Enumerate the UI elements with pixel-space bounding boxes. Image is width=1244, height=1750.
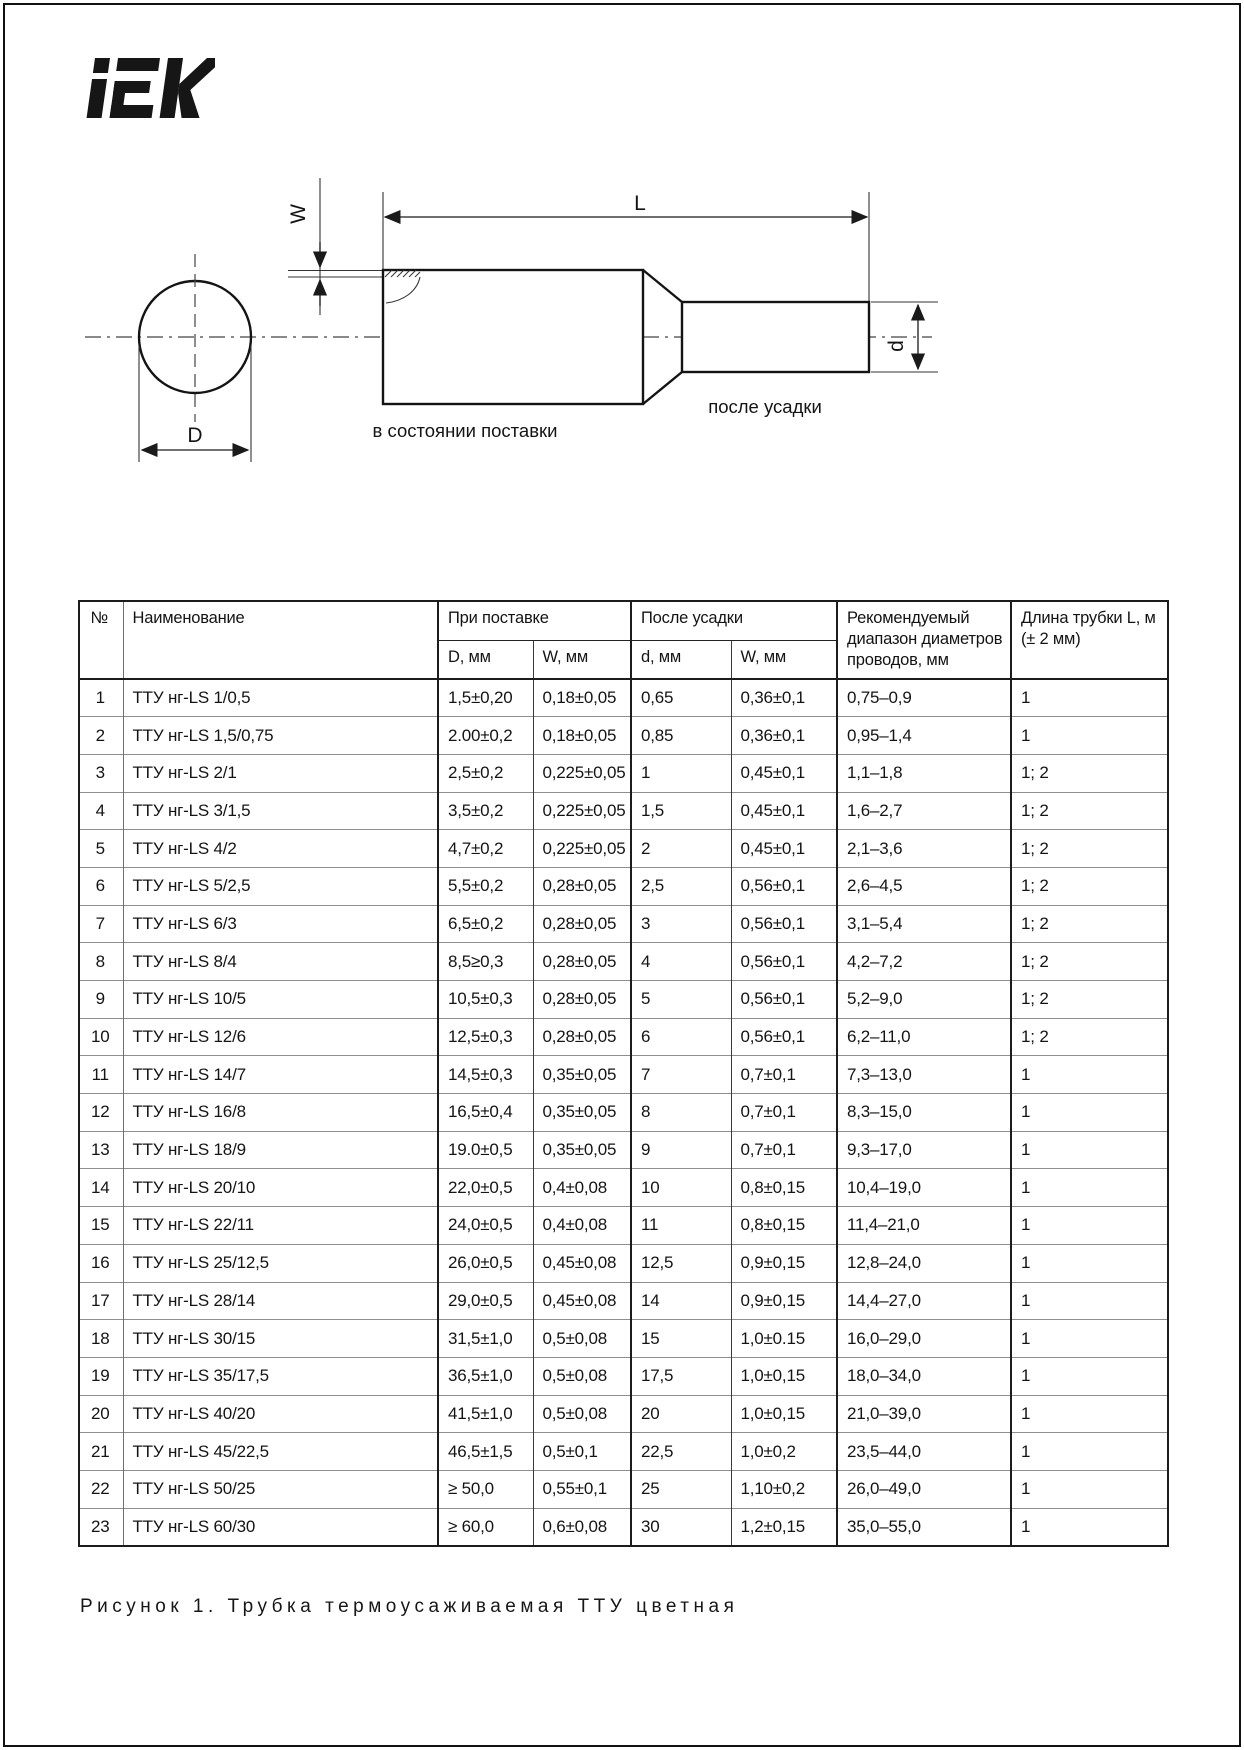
- table-cell: 0,45±0,08: [533, 1244, 631, 1282]
- table-cell: 1; 2: [1011, 754, 1168, 792]
- table-cell: 0,18±0,05: [533, 679, 631, 717]
- table-cell: 22,0±0,5: [438, 1169, 533, 1207]
- table-cell: 0,4±0,08: [533, 1207, 631, 1245]
- table-row: [79, 943, 1168, 981]
- table-cell: 0,45±0,1: [731, 754, 837, 792]
- table-cell: ТТУ нг-LS 30/15: [123, 1320, 438, 1358]
- table-cell: 1; 2: [1011, 943, 1168, 981]
- table-cell: 0,56±0,1: [731, 1018, 837, 1056]
- table-cell: 16,5±0,4: [438, 1094, 533, 1132]
- table-cell: 1: [1011, 1433, 1168, 1471]
- table-cell: 31,5±1,0: [438, 1320, 533, 1358]
- table-cell: 1: [1011, 1395, 1168, 1433]
- table-row: [79, 1357, 1168, 1395]
- logo-e-top: [116, 58, 160, 71]
- table-cell: 41,5±1,0: [438, 1395, 533, 1433]
- table-cell: 1: [1011, 1056, 1168, 1094]
- table-cell: 2,5±0,2: [438, 754, 533, 792]
- table-cell: 10: [631, 1169, 731, 1207]
- table-cell: 1,0±0,2: [731, 1433, 837, 1471]
- tube-supplied-body: [383, 270, 643, 404]
- table-cell: 0,36±0,1: [731, 717, 837, 755]
- table-cell: 6,2–11,0: [837, 1018, 1011, 1056]
- table-cell: 1,0±0,15: [731, 1395, 837, 1433]
- col-header-d: d, мм: [631, 640, 731, 679]
- table-cell: 0,7±0,1: [731, 1056, 837, 1094]
- table-cell: 18: [79, 1320, 123, 1358]
- table-cell: 11: [79, 1056, 123, 1094]
- tube-diagram: [0, 150, 1244, 480]
- table-cell: 0,56±0,1: [731, 943, 837, 981]
- table-cell: 19.0±0,5: [438, 1131, 533, 1169]
- table-row: [79, 1131, 1168, 1169]
- table-cell: 1: [1011, 1357, 1168, 1395]
- table-cell: 11: [631, 1207, 731, 1245]
- table-cell: ТТУ нг-LS 1/0,5: [123, 679, 438, 717]
- table-cell: 0,4±0,08: [533, 1169, 631, 1207]
- table-row: [79, 830, 1168, 868]
- table-cell: 7: [79, 905, 123, 943]
- table-row: [79, 1169, 1168, 1207]
- table-cell: 30: [631, 1508, 731, 1546]
- table-cell: 25: [631, 1470, 731, 1508]
- table-cell: 35,0–55,0: [837, 1508, 1011, 1546]
- table-cell: 15: [79, 1207, 123, 1245]
- table-cell: 4,7±0,2: [438, 830, 533, 868]
- logo-i-stem: [87, 79, 107, 118]
- col-group-shrunk: После усадки: [631, 601, 837, 640]
- table-cell: 0,225±0,05: [533, 830, 631, 868]
- table-cell: 0,7±0,1: [731, 1094, 837, 1132]
- table-cell: 1: [1011, 679, 1168, 717]
- table-cell: 4: [79, 792, 123, 830]
- taper-bottom: [643, 372, 682, 404]
- table-row: [79, 1395, 1168, 1433]
- table-cell: 23,5–44,0: [837, 1433, 1011, 1471]
- table-cell: 21,0–39,0: [837, 1395, 1011, 1433]
- table-cell: 2,5: [631, 867, 731, 905]
- table-cell: 9,3–17,0: [837, 1131, 1011, 1169]
- label-D: D: [187, 424, 203, 447]
- table-cell: 0,28±0,05: [533, 981, 631, 1019]
- table-cell: 1: [1011, 1320, 1168, 1358]
- table-cell: 1: [631, 754, 731, 792]
- table-cell: 1: [1011, 717, 1168, 755]
- table-cell: 1: [1011, 1508, 1168, 1546]
- col-header-D: D, мм: [438, 640, 533, 679]
- table-cell: 0,35±0,05: [533, 1056, 631, 1094]
- table-cell: 0,18±0,05: [533, 717, 631, 755]
- table-row: [79, 905, 1168, 943]
- table-cell: 0,7±0,1: [731, 1131, 837, 1169]
- table-row: [79, 1508, 1168, 1546]
- table-cell: 5,2–9,0: [837, 981, 1011, 1019]
- table-cell: ТТУ нг-LS 6/3: [123, 905, 438, 943]
- spec-table-header: [79, 601, 1168, 679]
- table-cell: 1,6–2,7: [837, 792, 1011, 830]
- table-cell: 3: [631, 905, 731, 943]
- table-cell: 12,5: [631, 1244, 731, 1282]
- table-cell: 0,225±0,05: [533, 754, 631, 792]
- table-cell: 14,5±0,3: [438, 1056, 533, 1094]
- table-cell: ТТУ нг-LS 12/6: [123, 1018, 438, 1056]
- table-cell: 8,3–15,0: [837, 1094, 1011, 1132]
- table-row: [79, 1056, 1168, 1094]
- table-cell: 22: [79, 1470, 123, 1508]
- table-cell: 0,35±0,05: [533, 1131, 631, 1169]
- table-cell: 17: [79, 1282, 123, 1320]
- table-cell: ТТУ нг-LS 1,5/0,75: [123, 717, 438, 755]
- table-cell: 0,45±0,1: [731, 792, 837, 830]
- table-cell: ТТУ нг-LS 20/10: [123, 1169, 438, 1207]
- table-cell: 1: [1011, 1470, 1168, 1508]
- label-supplied-state: в состоянии поставки: [372, 420, 558, 441]
- table-cell: 1,2±0,15: [731, 1508, 837, 1546]
- label-after-shrink: после усадки: [708, 396, 822, 417]
- table-cell: 1; 2: [1011, 981, 1168, 1019]
- table-cell: 13: [79, 1131, 123, 1169]
- table-cell: 14: [631, 1282, 731, 1320]
- table-cell: 0,5±0,08: [533, 1320, 631, 1358]
- table-cell: 21: [79, 1433, 123, 1471]
- table-cell: 2: [631, 830, 731, 868]
- logo-k-upper: [178, 58, 215, 93]
- table-cell: 26,0–49,0: [837, 1470, 1011, 1508]
- table-cell: ТТУ нг-LS 5/2,5: [123, 867, 438, 905]
- table-cell: ТТУ нг-LS 28/14: [123, 1282, 438, 1320]
- table-cell: 1: [1011, 1244, 1168, 1282]
- table-row: [79, 1207, 1168, 1245]
- table-cell: 0,28±0,05: [533, 905, 631, 943]
- table-row: [79, 1320, 1168, 1358]
- table-cell: 0,95–1,4: [837, 717, 1011, 755]
- table-cell: 18,0–34,0: [837, 1357, 1011, 1395]
- table-cell: 10: [79, 1018, 123, 1056]
- figure-caption: Рисунок 1. Трубка термоусаживаемая ТТУ цветная: [80, 1596, 739, 1617]
- table-cell: ТТУ нг-LS 60/30: [123, 1508, 438, 1546]
- table-cell: 1,10±0,2: [731, 1470, 837, 1508]
- label-W: W: [287, 204, 310, 224]
- table-cell: 1; 2: [1011, 905, 1168, 943]
- table-cell: 8: [631, 1094, 731, 1132]
- table-cell: 1: [79, 679, 123, 717]
- table-cell: 0,56±0,1: [731, 981, 837, 1019]
- table-cell: 1; 2: [1011, 1018, 1168, 1056]
- table-cell: 9: [631, 1131, 731, 1169]
- table-cell: 12,5±0,3: [438, 1018, 533, 1056]
- table-cell: 0,6±0,08: [533, 1508, 631, 1546]
- iek-logo: [85, 58, 215, 118]
- table-row: [79, 1282, 1168, 1320]
- table-cell: 22,5: [631, 1433, 731, 1471]
- table-cell: ТТУ нг-LS 14/7: [123, 1056, 438, 1094]
- table-cell: 1: [1011, 1169, 1168, 1207]
- table-cell: 0,36±0,1: [731, 679, 837, 717]
- table-cell: 23: [79, 1508, 123, 1546]
- table-cell: 0,85: [631, 717, 731, 755]
- table-cell: 12,8–24,0: [837, 1244, 1011, 1282]
- table-cell: 1; 2: [1011, 830, 1168, 868]
- table-cell: 7: [631, 1056, 731, 1094]
- table-cell: ТТУ нг-LS 8/4: [123, 943, 438, 981]
- table-cell: 0,56±0,1: [731, 905, 837, 943]
- table-cell: 4,2–7,2: [837, 943, 1011, 981]
- table-cell: 7,3–13,0: [837, 1056, 1011, 1094]
- table-cell: 29,0±0,5: [438, 1282, 533, 1320]
- table-cell: 0,55±0,1: [533, 1470, 631, 1508]
- table-cell: 0,5±0,08: [533, 1357, 631, 1395]
- table-cell: ТТУ нг-LS 18/9: [123, 1131, 438, 1169]
- table-cell: 0,28±0,05: [533, 943, 631, 981]
- table-cell: ТТУ нг-LS 4/2: [123, 830, 438, 868]
- table-cell: ТТУ нг-LS 10/5: [123, 981, 438, 1019]
- table-cell: 0,45±0,08: [533, 1282, 631, 1320]
- col-header-num: №: [90, 609, 108, 627]
- taper-top: [643, 270, 682, 302]
- table-cell: 15: [631, 1320, 731, 1358]
- table-cell: 1; 2: [1011, 792, 1168, 830]
- table-cell: 0,5±0,1: [533, 1433, 631, 1471]
- col-group-supplied: При поставке: [438, 601, 631, 640]
- table-cell: 5: [79, 830, 123, 868]
- table-cell: 6,5±0,2: [438, 905, 533, 943]
- table-cell: 1; 2: [1011, 867, 1168, 905]
- table-cell: 0,45±0,1: [731, 830, 837, 868]
- table-cell: 20: [631, 1395, 731, 1433]
- spec-table: [78, 600, 1169, 1547]
- table-cell: 3: [79, 754, 123, 792]
- col-header-range: Рекомендуемый диапазон диаметров проводов, мм: [837, 601, 1011, 679]
- table-row: [79, 792, 1168, 830]
- label-L: L: [634, 192, 646, 215]
- table-cell: 16,0–29,0: [837, 1320, 1011, 1358]
- table-cell: 8: [79, 943, 123, 981]
- table-cell: 1,5: [631, 792, 731, 830]
- table-cell: 46,5±1,5: [438, 1433, 533, 1471]
- table-cell: 1: [1011, 1207, 1168, 1245]
- table-cell: 1: [1011, 1094, 1168, 1132]
- table-cell: 1,0±0,15: [731, 1357, 837, 1395]
- label-d: d: [885, 340, 908, 352]
- table-cell: 6: [631, 1018, 731, 1056]
- table-cell: 2,1–3,6: [837, 830, 1011, 868]
- table-cell: 11,4–21,0: [837, 1207, 1011, 1245]
- table-row: [79, 754, 1168, 792]
- logo-i-dot: [93, 58, 110, 73]
- table-row: [79, 981, 1168, 1019]
- col-header-W1: W, мм: [533, 640, 631, 679]
- table-cell: 0,56±0,1: [731, 867, 837, 905]
- table-cell: 2,6–4,5: [837, 867, 1011, 905]
- table-cell: 3,1–5,4: [837, 905, 1011, 943]
- table-cell: 20: [79, 1395, 123, 1433]
- table-cell: 0,75–0,9: [837, 679, 1011, 717]
- table-cell: ТТУ нг-LS 45/22,5: [123, 1433, 438, 1471]
- table-cell: 10,5±0,3: [438, 981, 533, 1019]
- col-header-name: Наименование: [123, 601, 438, 679]
- table-cell: 0,28±0,05: [533, 1018, 631, 1056]
- table-row: [79, 867, 1168, 905]
- table-cell: ТТУ нг-LS 40/20: [123, 1395, 438, 1433]
- table-cell: ТТУ нг-LS 16/8: [123, 1094, 438, 1132]
- table-cell: 0,5±0,08: [533, 1395, 631, 1433]
- table-row: [79, 1470, 1168, 1508]
- table-cell: 2: [79, 717, 123, 755]
- table-row: [79, 1244, 1168, 1282]
- table-cell: ТТУ нг-LS 22/11: [123, 1207, 438, 1245]
- col-header-W2: W, мм: [731, 640, 837, 679]
- table-cell: ТТУ нг-LS 2/1: [123, 754, 438, 792]
- table-cell: 4: [631, 943, 731, 981]
- col-header-length: Длина трубки L, м (± 2 мм): [1011, 601, 1168, 679]
- table-cell: 1,5±0,20: [438, 679, 533, 717]
- table-cell: 0,9±0,15: [731, 1282, 837, 1320]
- table-cell: 0,9±0,15: [731, 1244, 837, 1282]
- table-cell: 10,4–19,0: [837, 1169, 1011, 1207]
- table-cell: 5,5±0,2: [438, 867, 533, 905]
- table-cell: 1: [1011, 1282, 1168, 1320]
- table-row: [79, 1433, 1168, 1471]
- table-cell: 0,28±0,05: [533, 867, 631, 905]
- spec-table-body: [79, 679, 1168, 1546]
- table-cell: 16: [79, 1244, 123, 1282]
- table-cell: 9: [79, 981, 123, 1019]
- table-cell: 0,65: [631, 679, 731, 717]
- table-cell: 26,0±0,5: [438, 1244, 533, 1282]
- table-cell: 0,225±0,05: [533, 792, 631, 830]
- table-cell: ≥ 50,0: [438, 1470, 533, 1508]
- table-cell: 24,0±0,5: [438, 1207, 533, 1245]
- table-cell: 3,5±0,2: [438, 792, 533, 830]
- table-row: [79, 679, 1168, 717]
- table-cell: 19: [79, 1357, 123, 1395]
- table-cell: 1: [1011, 1131, 1168, 1169]
- tube-shrunk-body: [682, 302, 869, 372]
- table-row: [79, 1094, 1168, 1132]
- table-cell: ТТУ нг-LS 25/12,5: [123, 1244, 438, 1282]
- table-cell: 1,0±0.15: [731, 1320, 837, 1358]
- table-row: [79, 717, 1168, 755]
- table-row: [79, 1018, 1168, 1056]
- table-cell: 1,1–1,8: [837, 754, 1011, 792]
- table-cell: ТТУ нг-LS 3/1,5: [123, 792, 438, 830]
- table-cell: 14,4–27,0: [837, 1282, 1011, 1320]
- table-cell: 5: [631, 981, 731, 1019]
- table-cell: 36,5±1,0: [438, 1357, 533, 1395]
- table-cell: 0,35±0,05: [533, 1094, 631, 1132]
- table-cell: 8,5≥0,3: [438, 943, 533, 981]
- table-cell: 12: [79, 1094, 123, 1132]
- table-cell: ≥ 60,0: [438, 1508, 533, 1546]
- table-cell: ТТУ нг-LS 35/17,5: [123, 1357, 438, 1395]
- table-cell: ТТУ нг-LS 50/25: [123, 1470, 438, 1508]
- table-cell: 0,8±0,15: [731, 1169, 837, 1207]
- table-cell: 0,8±0,15: [731, 1207, 837, 1245]
- table-cell: 14: [79, 1169, 123, 1207]
- table-cell: 6: [79, 867, 123, 905]
- table-cell: 2.00±0,2: [438, 717, 533, 755]
- table-cell: 17,5: [631, 1357, 731, 1395]
